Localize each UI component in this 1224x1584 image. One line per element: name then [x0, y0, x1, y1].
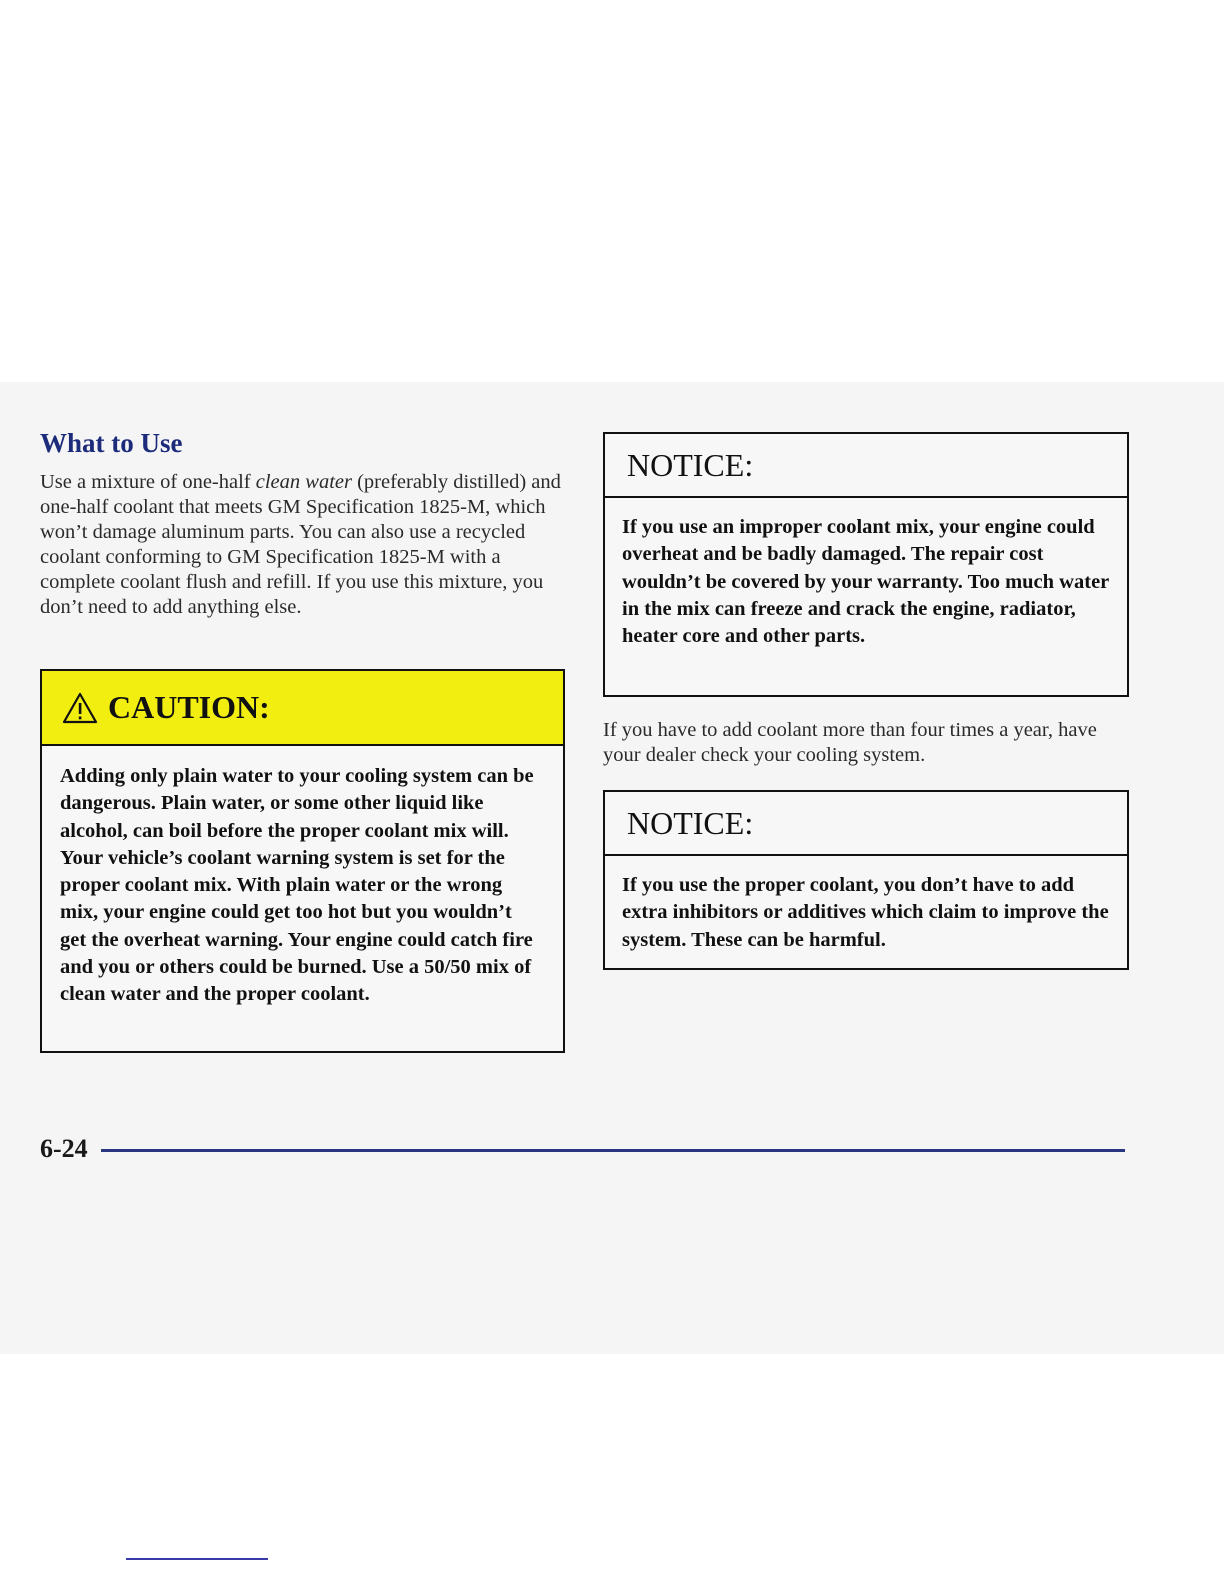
bottom-link-underline[interactable] [126, 1558, 268, 1560]
coolant-frequency-paragraph: If you have to add coolant more than four times a year, have your dealer check your cooling system. [603, 719, 1097, 766]
notice-header-2 [605, 792, 1127, 856]
intro-italic-text: clean water [255, 471, 352, 493]
notice-body-1: If you use an improper coolant mix, your engine could overheat and be badly damaged. The repair cost wouldn’t be covered by your warranty. Too much water in the mix can freeze and crack the engine, radiator, heater core and other parts. [622, 516, 1109, 648]
page-number: 6-24 [40, 1134, 88, 1163]
intro-text-start: Use a mixture of one-half [40, 471, 256, 493]
section-heading: What to Use [40, 428, 183, 458]
caution-box [40, 669, 565, 1053]
notice-title-1: NOTICE: [627, 446, 754, 483]
intro-text-end: (preferably distilled) and one-half coolant that meets GM Specification 1825-M, which won’t damage aluminum parts. You can also use a recycled coolant conforming to GM Specification 1825-M with a complete coolant flush and refill. If you use this mixture, you don’t need to add anything else. [40, 471, 561, 618]
notice-header-1 [605, 434, 1127, 498]
warning-triangle-icon [62, 692, 98, 724]
footer-rule [101, 1149, 1125, 1152]
notice-box-2 [603, 790, 1129, 970]
notice-body-2: If you use the proper coolant, you don’t have to add extra inhibitors or additives which claim to improve the system. These can be harmful. [622, 874, 1109, 951]
caution-body: Adding only plain water to your cooling system can be dangerous. Plain water, or some other liquid like alcohol, can boil before the proper coolant mix will. Your vehicle’s coolant warning system is set for the proper coolant mix. With plain water or the wrong mix, your engine could get too hot but you wouldn’t get the overheat warning. Your engine could catch fire and you or others could be burned. Use a 50/50 mix of clean water and the proper coolant. [60, 765, 534, 1006]
notice-title-2: NOTICE: [627, 804, 754, 841]
intro-paragraph [40, 470, 568, 620]
caution-header [42, 671, 563, 746]
caution-title: CAUTION: [108, 689, 270, 725]
notice-box-1 [603, 432, 1129, 697]
